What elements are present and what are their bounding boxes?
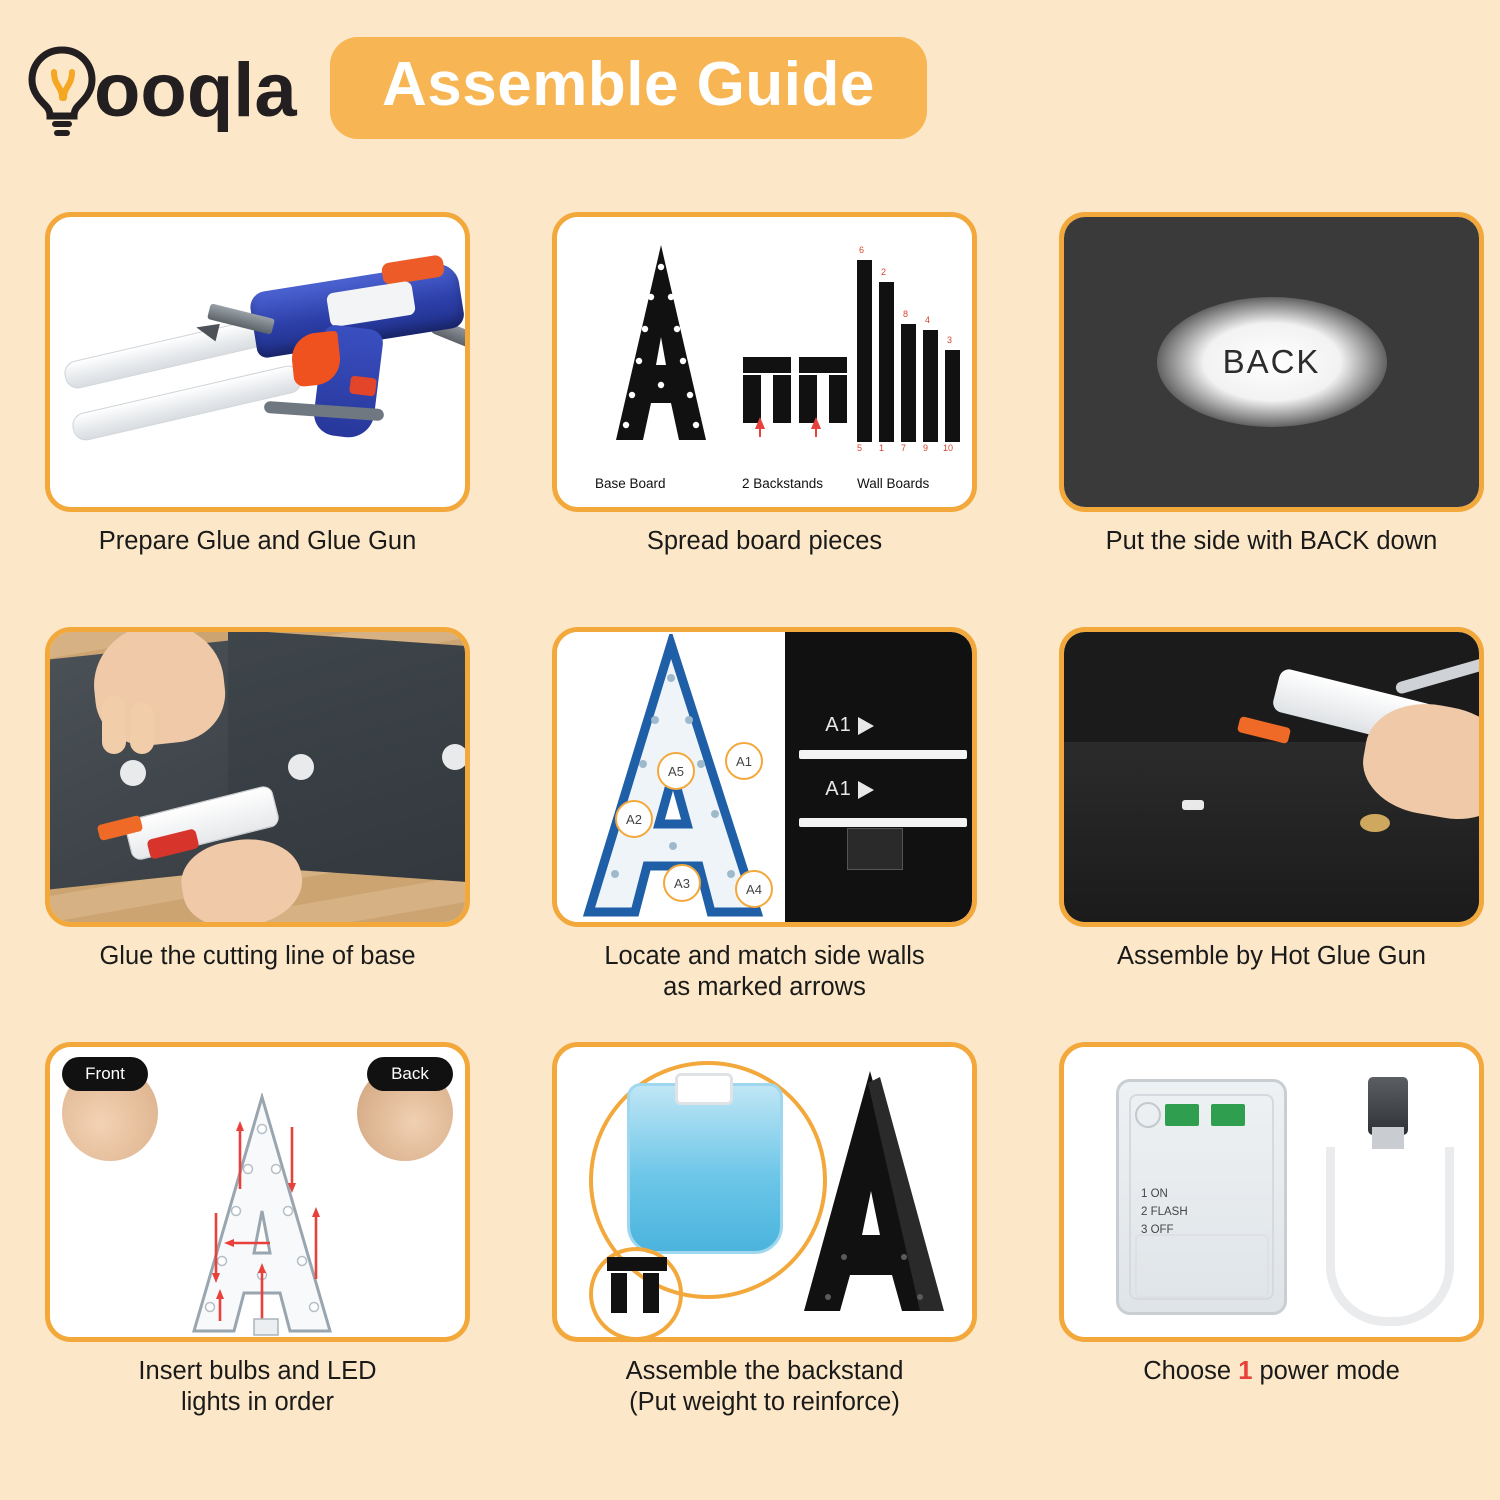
mode-on: 1 ON	[1141, 1188, 1168, 1200]
wall-board-pieces	[857, 245, 977, 453]
step-caption-7-line1: Insert bulbs and LED	[138, 1357, 377, 1385]
label-front: Front	[62, 1057, 148, 1091]
glue-gun-illustration	[200, 255, 470, 475]
badge-a3: A3	[663, 864, 701, 902]
step-caption-5	[604, 941, 924, 1003]
board-pieces-diagram	[552, 212, 977, 512]
hot-glue-gun	[1244, 666, 1484, 796]
gluing-base-photo	[45, 627, 470, 927]
wall-number: 3	[947, 335, 953, 345]
brand-logo	[22, 33, 312, 143]
label-backstands: 2 Backstands	[742, 476, 824, 491]
steps-grid	[30, 212, 1470, 1457]
page-title: Assemble Guide	[382, 49, 875, 119]
step-card-1	[30, 212, 485, 627]
badge-a5: A5	[657, 752, 695, 790]
wall-number: 7	[901, 443, 907, 453]
step-caption-8-line2: (Put weight to reinforce)	[629, 1388, 900, 1417]
step-caption-7-line2: lights in order	[180, 1388, 335, 1417]
wall-number: 4	[925, 315, 931, 325]
badge-a1: A1	[725, 742, 763, 780]
battery-box-and-usb-cable-photo	[1059, 1042, 1484, 1342]
battery-box	[1116, 1079, 1287, 1315]
step-card-2	[537, 212, 992, 627]
step-caption-4: Glue the cutting line of base	[99, 942, 416, 970]
water-bag	[627, 1083, 783, 1254]
step-card-4	[30, 627, 485, 1042]
mode-off: 3 OFF	[1141, 1223, 1174, 1236]
step-caption-1: Prepare Glue and Glue Gun	[98, 527, 417, 555]
step-card-9	[1044, 1042, 1499, 1457]
arrow-tag-a1-top	[825, 714, 873, 737]
backstand-piece	[607, 1257, 679, 1315]
wall-number: 9	[923, 443, 929, 453]
svg-text:ooqla: ooqla	[94, 47, 297, 133]
wall-number: 1	[879, 443, 885, 453]
page-title-pill	[330, 37, 927, 139]
step-caption-9-before: Choose	[1143, 1357, 1239, 1385]
step-caption-9-after: power mode	[1252, 1357, 1400, 1385]
wall-number: 10	[943, 443, 954, 453]
right-arrow-icon	[858, 717, 874, 735]
label-base-board: Base Board	[595, 476, 666, 491]
step-caption-3: Put the side with BACK down	[1105, 527, 1438, 555]
wall-number: 2	[881, 267, 887, 277]
step-caption-9-highlight: 1	[1238, 1357, 1253, 1385]
wall-number: 8	[903, 309, 909, 319]
assembling-with-glue-gun-photo	[1059, 627, 1484, 927]
wall-number: 5	[857, 443, 863, 453]
badge-a2: A2	[615, 800, 653, 838]
step-caption-9	[1143, 1356, 1400, 1387]
step-caption-5-line2: as marked arrows	[663, 973, 866, 1002]
arrow-tag-label: A1	[825, 778, 852, 800]
letter-a-bulb-map	[170, 1093, 355, 1338]
assembled-letter-a-black	[784, 1071, 964, 1321]
step-card-3	[1044, 212, 1499, 627]
arrow-tag-label: A1	[825, 714, 852, 736]
step-caption-7	[138, 1356, 376, 1418]
step-card-5	[537, 627, 992, 1042]
glue-gun-and-sticks-photo	[45, 212, 470, 512]
step-card-8	[537, 1042, 992, 1457]
backstand-pieces	[743, 357, 853, 442]
mode-flash: 2 FLASH	[1141, 1205, 1188, 1218]
bulb-logo-icon	[22, 32, 312, 144]
usb-cable	[1314, 1077, 1454, 1317]
glue-gun-in-hand	[86, 782, 306, 892]
back-side-photo	[1059, 212, 1484, 512]
base-board-letter-a	[601, 245, 721, 440]
step-card-6	[1044, 627, 1499, 1042]
right-arrow-icon	[858, 781, 874, 799]
arrow-tag-a1-bottom	[825, 778, 873, 801]
step-card-7	[30, 1042, 485, 1457]
label-wall-boards: Wall Boards	[857, 476, 930, 491]
power-mode-list	[1141, 1186, 1188, 1239]
badge-a4: A4	[735, 870, 773, 908]
backstand-assembly-photo	[552, 1042, 977, 1342]
step-caption-6: Assemble by Hot Glue Gun	[1117, 942, 1426, 970]
label-back: Back	[367, 1057, 453, 1091]
page-header	[0, 0, 1500, 175]
step-caption-2: Spread board pieces	[646, 527, 883, 555]
side-wall-matching-diagram	[552, 627, 977, 927]
step-caption-8-line1: Assemble the backstand	[625, 1357, 904, 1385]
bulb-insertion-diagram	[45, 1042, 470, 1342]
wall-number: 6	[859, 245, 865, 255]
step-caption-8	[626, 1356, 904, 1418]
glow-highlight	[1157, 297, 1387, 427]
back-overlay-text: BACK	[1222, 343, 1321, 380]
step-caption-5-line1: Locate and match side walls	[604, 942, 925, 970]
